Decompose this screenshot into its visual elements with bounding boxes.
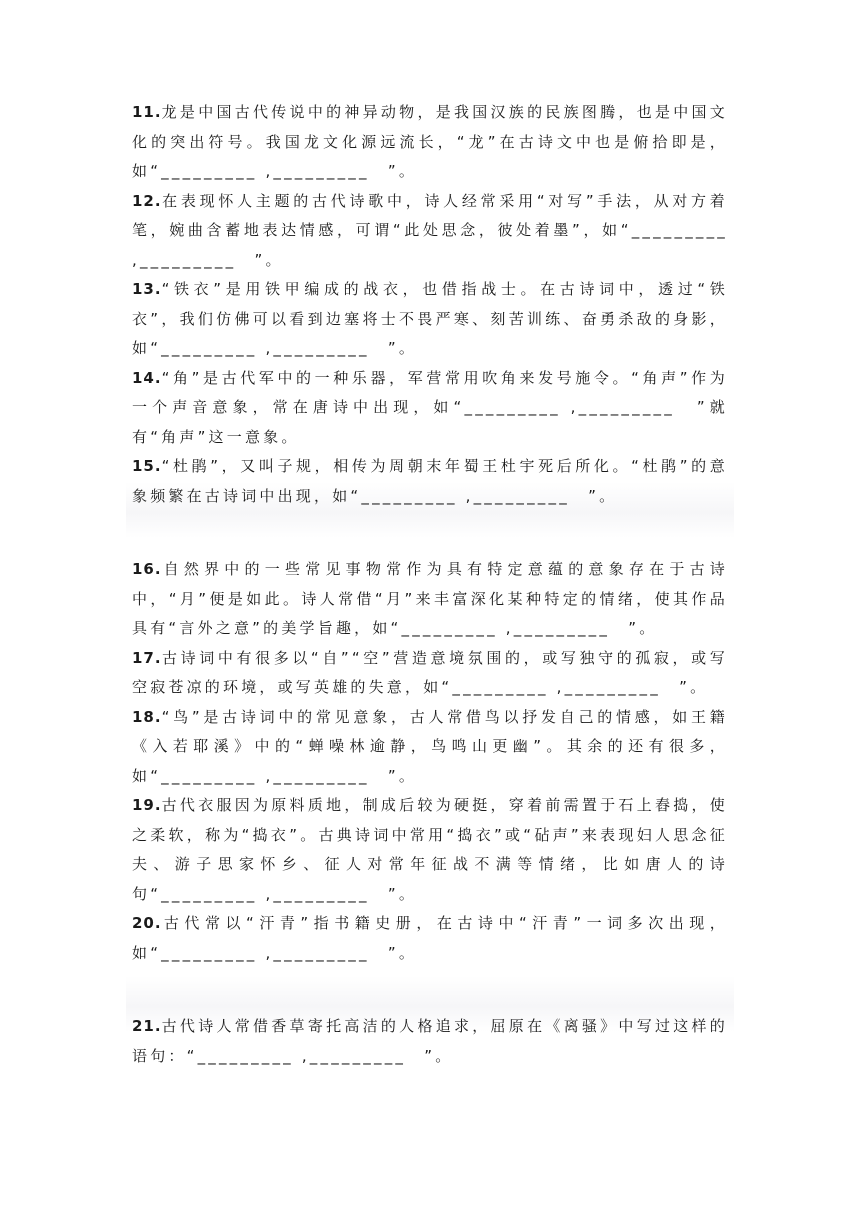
question-text: 古代常以“汗青”指书籍史册，在古诗中“汗青”一词多次出现，如“_________ ,_________ ”。	[132, 914, 728, 962]
question-text: “铁衣”是用铁甲编成的战衣，也借指战士。在古诗词中，透过“铁衣”，我们仿佛可以看到边塞将士不畏严寒、刻苦训练、奋勇杀敌的身影，如“_________ ,_________ ”。	[132, 280, 728, 357]
question-text: “杜鹃”，又叫子规，相传为周朝末年蜀王杜宇死后所化。“杜鹃”的意象频繁在古诗词中出现，如“_________ ,_________ ”。	[132, 457, 728, 505]
question-number: 17.	[132, 648, 162, 667]
section-gap	[132, 511, 728, 555]
question-number: 14.	[132, 368, 162, 387]
question-15	[132, 452, 728, 511]
question-number: 20.	[132, 914, 162, 932]
question-19	[132, 791, 728, 909]
question-12	[132, 187, 728, 276]
question-number: 15.	[132, 457, 162, 475]
question-text: 古诗词中有很多以“自”“空”营造意境氛围的，或写独守的孤寂，或写空寂苍凉的环境，或写英雄的失意，如“_________ ,_________ ”。	[132, 648, 728, 696]
question-17	[132, 644, 728, 703]
question-text: “角”是古代军中的一种乐器，军营常用吹角来发号施令。“角声”作为一个声音意象，常在唐诗中出现，如“_________ ,_________ ”就有“角声”这一意象。	[132, 368, 728, 446]
question-number: 21.	[132, 1017, 162, 1035]
question-number: 13.	[132, 280, 162, 298]
question-text: 龙是中国古代传说中的神异动物，是我国汉族的民族图腾，也是中国文化的突出符号。我国龙文化源远流长，“龙”在古诗文中也是俯拾即是，如“_________ ,_________ ”。	[132, 103, 728, 180]
question-16	[132, 555, 728, 644]
section-gap	[132, 968, 728, 1012]
question-number: 12.	[132, 191, 162, 210]
question-20	[132, 909, 728, 968]
question-text: “鸟”是古诗词中的常见意象，古人常借鸟以抒发自己的情感，如王籍《入若耶溪》中的“蝉噪林逾静，鸟鸣山更幽”。其余的还有很多，如“_________ ,_________ ”。	[132, 707, 728, 785]
question-11	[132, 98, 728, 187]
question-number: 19.	[132, 796, 162, 814]
question-text: 古代诗人常借香草寄托高洁的人格追求，屈原在《离骚》中写过这样的语句：“_________ ,_________ ”。	[132, 1017, 728, 1065]
question-14	[132, 364, 728, 453]
question-number: 18.	[132, 707, 162, 726]
question-text: 在表现怀人主题的古代诗歌中，诗人经常采用“对写”手法，从对方着笔，婉曲含蓄地表达情感，可谓“此处思念，彼处着墨”，如“_________ ,_________ ”。	[132, 191, 728, 269]
question-number: 16.	[132, 560, 162, 578]
question-list	[132, 98, 728, 1071]
question-21	[132, 1012, 728, 1071]
question-13	[132, 275, 728, 364]
question-text: 自然界中的一些常见事物常作为具有特定意蕴的意象存在于古诗中，“月”便是如此。诗人常借“月”来丰富深化某种特定的情绪，使其作品具有“言外之意”的美学旨趣，如“_________ ,_________ ”。	[132, 560, 728, 637]
question-text: 古代衣服因为原料质地，制成后较为硬挺，穿着前需置于石上舂捣，使之柔软，称为“捣衣”。古典诗词中常用“捣衣”或“砧声”来表现妇人思念征夫、游子思家怀乡、征人对常年征战不满等情绪，比如唐人的诗句“_________ ,_________ ”。	[132, 796, 728, 903]
question-number: 11.	[132, 103, 162, 121]
question-18	[132, 703, 728, 792]
